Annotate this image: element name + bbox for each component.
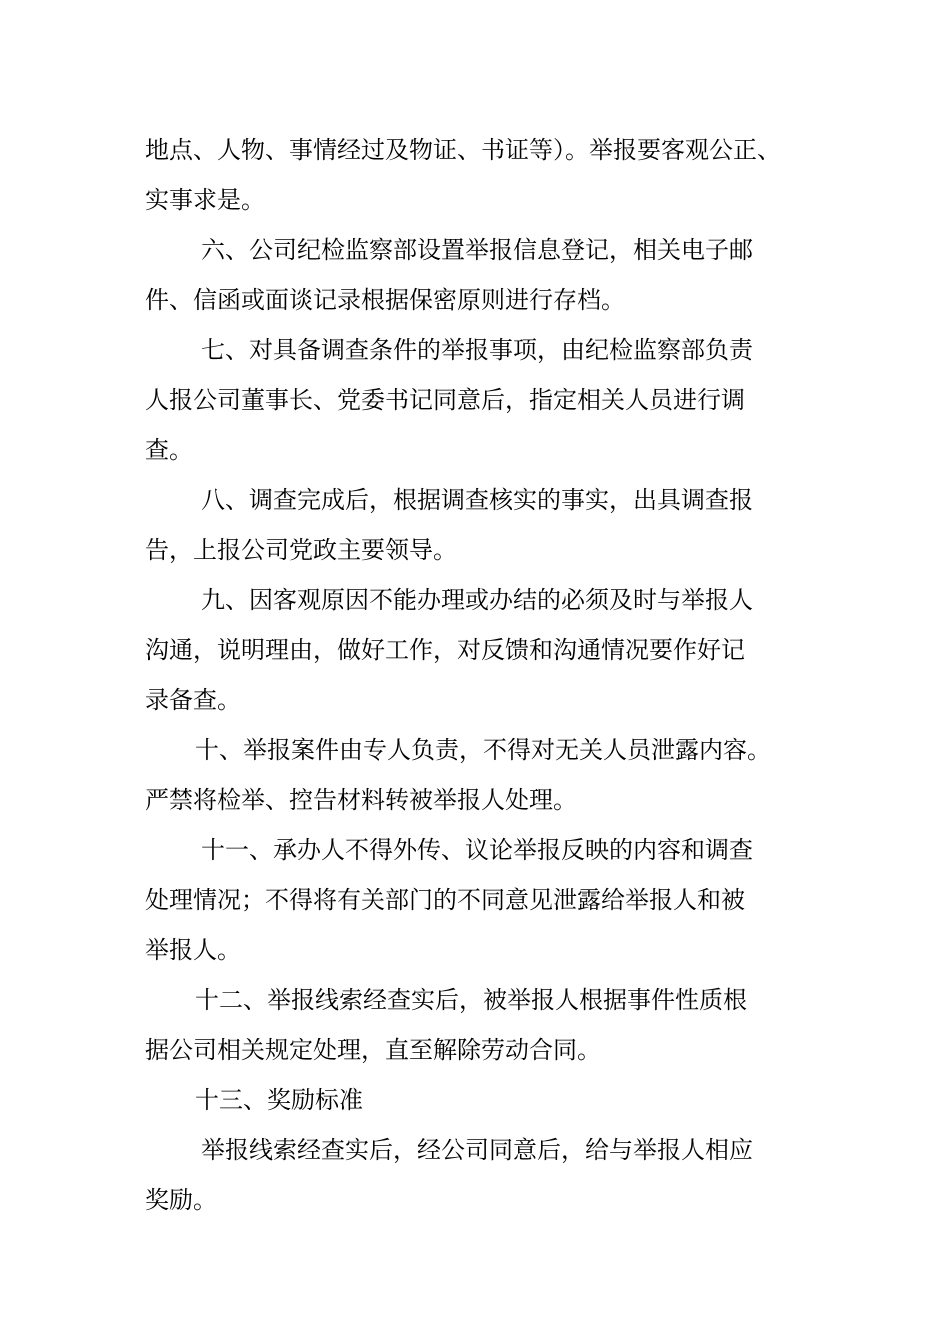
text-line-15: 十一、承办人不得外传、议论举报反映的内容和调查: [201, 836, 753, 864]
text-line-11: 沟通，说明理由，做好工作，对反馈和沟通情况要作好记: [145, 636, 745, 664]
text-line-19: 据公司相关规定处理，直至解除劳动合同。: [145, 1036, 601, 1064]
text-line-12: 录备查。: [145, 686, 241, 714]
text-line-3: 六、公司纪检监察部设置举报信息登记，相关电子邮: [201, 236, 753, 264]
text-line-22: 奖励。: [145, 1186, 217, 1214]
text-line-17: 举报人。: [145, 936, 241, 964]
text-line-1: 地点、人物、事情经过及物证、书证等）。举报要客观公正、: [145, 136, 781, 164]
document-body: [145, 125, 810, 1225]
text-line-14: 严禁将检举、控告材料转被举报人处理。: [145, 786, 577, 814]
text-line-18: 十二、举报线索经查实后，被举报人根据事件性质根: [195, 986, 747, 1014]
text-line-9: 告，上报公司党政主要领导。: [145, 536, 457, 564]
text-line-8: 八、调查完成后，根据调查核实的事实，出具调查报: [201, 486, 753, 514]
text-line-7: 查。: [145, 436, 193, 464]
text-line-21: 举报线索经查实后，经公司同意后，给与举报人相应: [201, 1136, 753, 1164]
text-line-10: 九、因客观原因不能办理或办结的必须及时与举报人: [201, 586, 753, 614]
text-line-13: 十、举报案件由专人负责，不得对无关人员泄露内容。: [195, 736, 771, 764]
text-line-4: 件、信函或面谈记录根据保密原则进行存档。: [145, 286, 625, 314]
text-line-6: 人报公司董事长、党委书记同意后，指定相关人员进行调: [145, 386, 745, 414]
text-line-5: 七、对具备调查条件的举报事项，由纪检监察部负责: [201, 336, 753, 364]
text-line-2: 实事求是。: [145, 186, 265, 214]
text-line-20: 十三、奖励标准: [195, 1086, 363, 1114]
text-line-16: 处理情况；不得将有关部门的不同意见泄露给举报人和被: [145, 886, 745, 914]
